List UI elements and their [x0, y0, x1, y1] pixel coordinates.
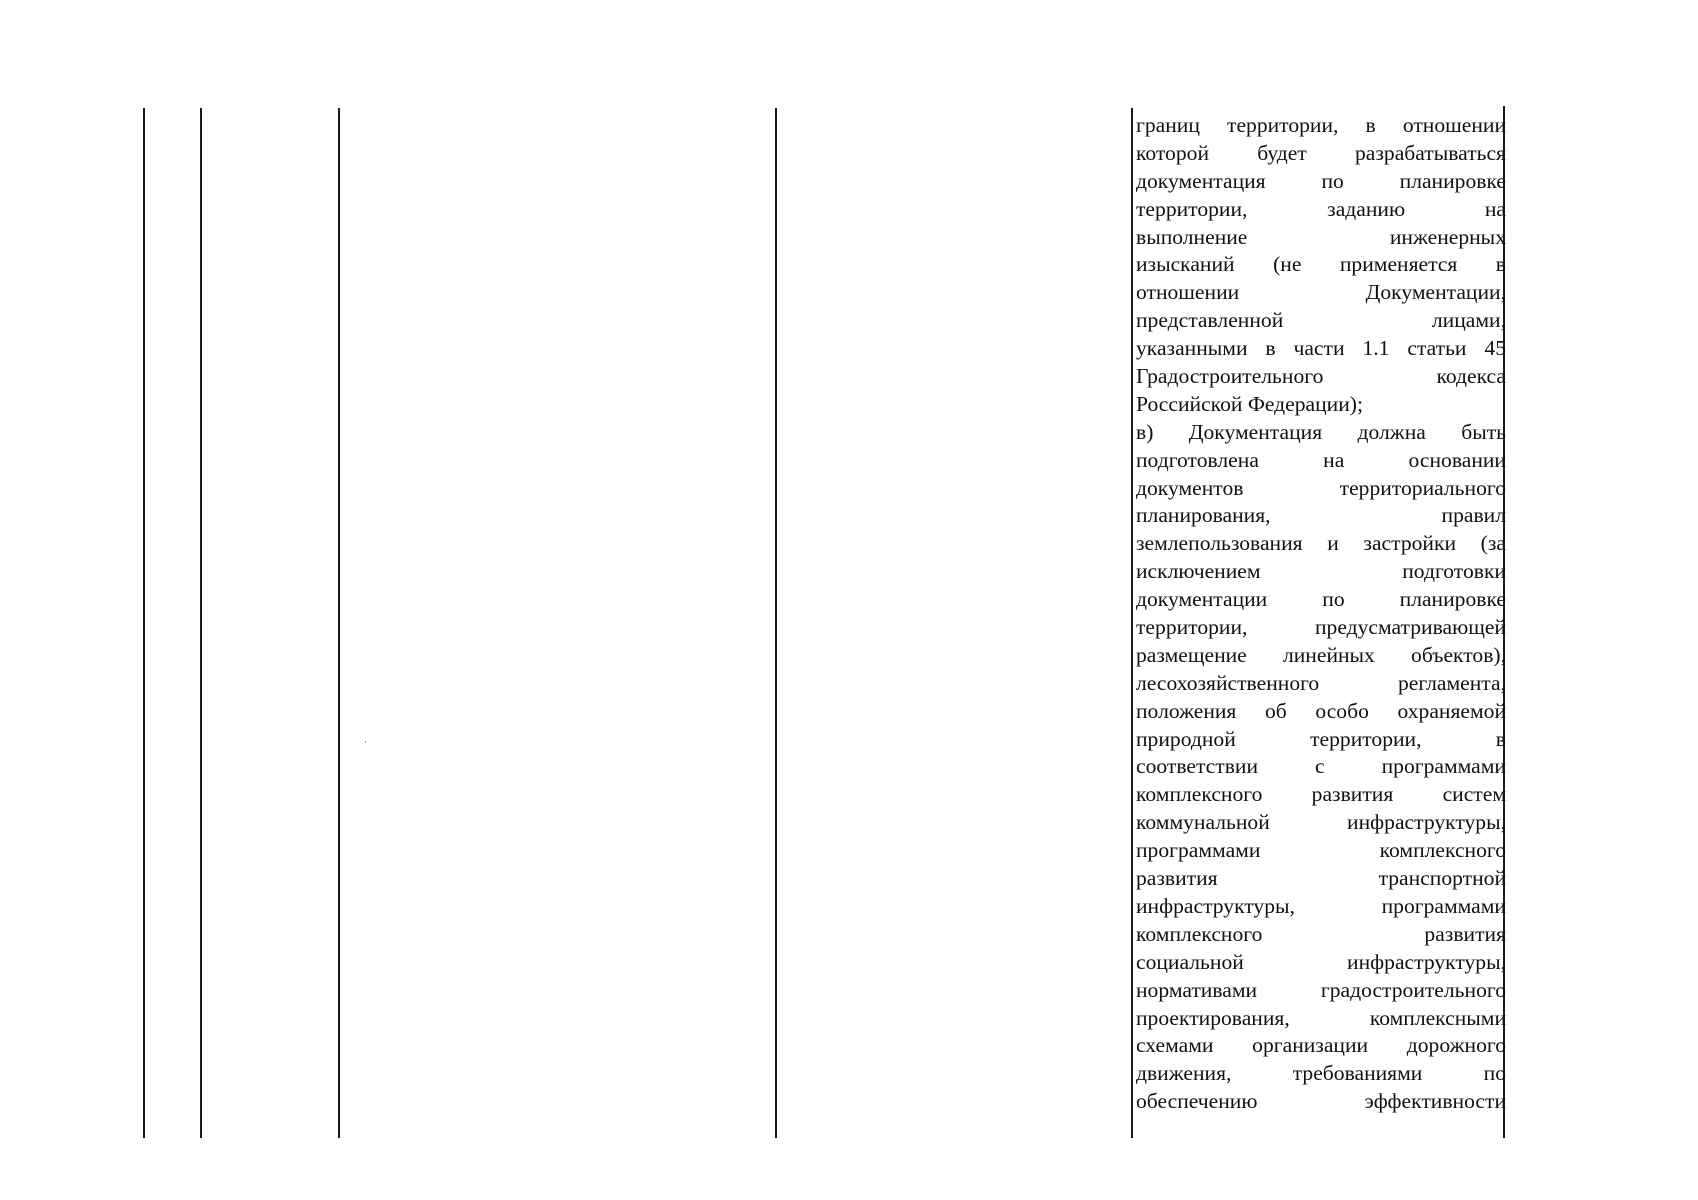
- cell-line: обеспечению эффективности: [1136, 1089, 1506, 1114]
- cell-line: изысканий (не применяется в: [1136, 252, 1506, 277]
- cell-line: инфраструктуры, программами: [1136, 893, 1506, 918]
- cell-line: землепользования и застройки (за: [1136, 531, 1506, 556]
- cell-line: документов территориального: [1136, 475, 1506, 500]
- cell-line: исключением подготовки: [1136, 559, 1506, 584]
- cell-line: схемами организации дорожного: [1136, 1033, 1506, 1058]
- cell-line: Российской Федерации);: [1136, 391, 1363, 416]
- cell-line: комплексного развития систем: [1136, 782, 1506, 807]
- cell-line: документации по планировке: [1136, 587, 1506, 612]
- table-column-border-2: [200, 108, 202, 1138]
- cell-line: документация по планировке: [1136, 168, 1506, 193]
- cell-line: движения, требованиями по: [1136, 1061, 1506, 1086]
- table-text-cell: [1136, 112, 1506, 1116]
- cell-line: отношении Документации,: [1136, 280, 1506, 305]
- cell-line: которой будет разрабатываться: [1136, 140, 1506, 165]
- cell-line: программами комплексного: [1136, 838, 1506, 863]
- cell-line: в) Документация должна быть: [1136, 419, 1506, 444]
- cell-line: территории, предусматривающей: [1136, 615, 1506, 640]
- cell-line: размещение линейных объектов),: [1136, 642, 1506, 667]
- scan-speck: [365, 741, 366, 743]
- cell-line: границ территории, в отношении: [1136, 113, 1506, 137]
- cell-line: Градостроительного кодекса: [1136, 364, 1506, 389]
- cell-line: развития транспортной: [1136, 866, 1506, 891]
- cell-line: социальной инфраструктуры,: [1136, 949, 1506, 974]
- table-column-border-5: [1131, 108, 1133, 1138]
- cell-line: выполнение инженерных: [1136, 224, 1506, 249]
- table-column-border-1: [143, 108, 145, 1138]
- cell-line: соответствии с программами: [1136, 754, 1506, 779]
- table-column-border-4: [775, 108, 777, 1138]
- cell-line: положения об особо охраняемой: [1136, 698, 1506, 723]
- cell-line: представленной лицами,: [1136, 308, 1506, 333]
- cell-line: лесохозяйственного регламента,: [1136, 670, 1506, 695]
- cell-line: подготовлена на основании: [1136, 447, 1506, 472]
- cell-line: территории, заданию на: [1136, 196, 1506, 221]
- cell-line: нормативами градостроительного: [1136, 977, 1506, 1002]
- cell-line: комплексного развития: [1136, 921, 1506, 946]
- cell-line: природной территории, в: [1136, 726, 1506, 751]
- cell-line: указанными в части 1.1 статьи 45: [1136, 336, 1506, 361]
- table-column-border-3: [338, 108, 340, 1138]
- cell-line: коммунальной инфраструктуры,: [1136, 810, 1506, 835]
- cell-line: проектирования, комплексными: [1136, 1005, 1506, 1030]
- cell-line: планирования, правил: [1136, 503, 1506, 528]
